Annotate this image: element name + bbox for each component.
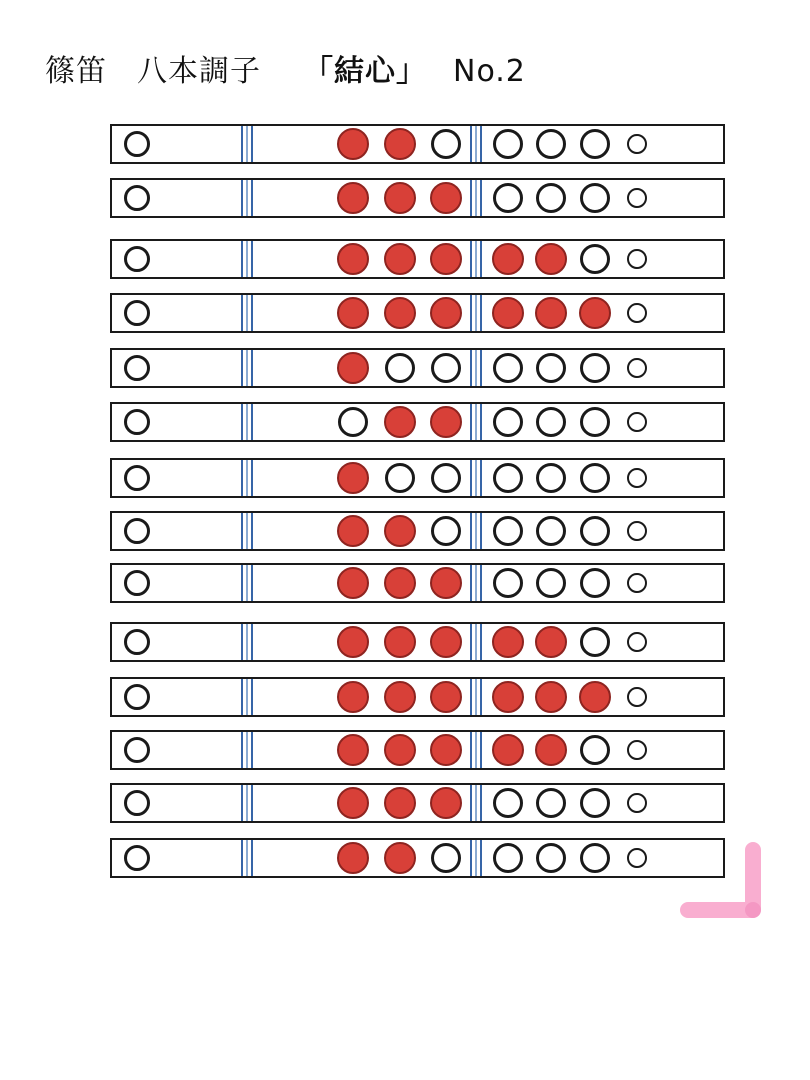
binding-line [241, 350, 243, 386]
finger-hole-open [580, 183, 610, 213]
binding-line [251, 785, 253, 821]
binding-line [251, 241, 253, 277]
binding-line [251, 350, 253, 386]
finger-hole-closed [579, 297, 611, 329]
small-hole-open [627, 521, 647, 541]
finger-hole-closed [492, 297, 524, 329]
finger-hole-open [580, 735, 610, 765]
finger-hole-open [580, 129, 610, 159]
finger-hole-open [493, 516, 523, 546]
finger-hole-closed [384, 626, 416, 658]
binding-line [246, 180, 248, 216]
finger-hole-closed [384, 515, 416, 547]
small-hole-open [627, 687, 647, 707]
finger-hole-closed [337, 681, 369, 713]
finger-hole-closed [337, 128, 369, 160]
binding-line [246, 513, 248, 549]
binding-line [470, 785, 472, 821]
finger-hole-closed [430, 243, 462, 275]
finger-hole-open [580, 568, 610, 598]
finger-hole-closed [384, 681, 416, 713]
utaguchi-hole [124, 131, 150, 157]
flute-row [110, 563, 725, 603]
finger-hole-open [493, 788, 523, 818]
finger-hole-closed [430, 681, 462, 713]
binding-line [246, 624, 248, 660]
finger-hole-closed [535, 297, 567, 329]
finger-hole-open [385, 353, 415, 383]
flute-row [110, 838, 725, 878]
binding-line [480, 295, 482, 331]
finger-hole-open [431, 353, 461, 383]
utaguchi-hole [124, 185, 150, 211]
finger-hole-open [338, 407, 368, 437]
small-hole-open [627, 740, 647, 760]
pink-corner-stroke [688, 850, 753, 910]
binding-line [246, 126, 248, 162]
finger-hole-closed [430, 626, 462, 658]
finger-hole-open [493, 843, 523, 873]
flute-row [110, 783, 725, 823]
binding-line [251, 513, 253, 549]
flute-row [110, 677, 725, 717]
binding-line [241, 404, 243, 440]
binding-line [251, 679, 253, 715]
utaguchi-hole [124, 629, 150, 655]
finger-hole-closed [430, 567, 462, 599]
finger-hole-open [580, 353, 610, 383]
binding-line [241, 565, 243, 601]
utaguchi-hole [124, 570, 150, 596]
utaguchi-hole [124, 355, 150, 381]
binding-line [246, 295, 248, 331]
finger-hole-closed [430, 734, 462, 766]
binding-line [246, 241, 248, 277]
finger-hole-open [580, 627, 610, 657]
finger-hole-closed [579, 681, 611, 713]
binding-line [470, 295, 472, 331]
finger-hole-open [493, 568, 523, 598]
finger-hole-open [536, 843, 566, 873]
finger-hole-open [431, 843, 461, 873]
finger-hole-closed [337, 842, 369, 874]
binding-line [470, 180, 472, 216]
binding-line [470, 513, 472, 549]
binding-line [480, 350, 482, 386]
finger-hole-open [493, 183, 523, 213]
binding-line [246, 679, 248, 715]
flute-row [110, 402, 725, 442]
finger-hole-open [536, 568, 566, 598]
finger-hole-closed [492, 243, 524, 275]
pink-corner-mark [672, 830, 772, 930]
binding-line [246, 732, 248, 768]
small-hole-open [627, 793, 647, 813]
finger-hole-open [431, 516, 461, 546]
binding-line [480, 180, 482, 216]
flute-row [110, 124, 725, 164]
binding-line [251, 126, 253, 162]
binding-line [241, 241, 243, 277]
binding-line [475, 624, 477, 660]
binding-line [480, 460, 482, 496]
finger-hole-open [536, 129, 566, 159]
small-hole-open [627, 358, 647, 378]
finger-hole-open [580, 843, 610, 873]
binding-line [470, 126, 472, 162]
flute-row [110, 730, 725, 770]
flute-row [110, 348, 725, 388]
finger-hole-open [580, 407, 610, 437]
binding-line [480, 126, 482, 162]
finger-hole-closed [384, 787, 416, 819]
finger-hole-open [493, 129, 523, 159]
finger-hole-closed [430, 182, 462, 214]
binding-line [475, 404, 477, 440]
finger-hole-closed [337, 515, 369, 547]
small-hole-open [627, 632, 647, 652]
title-instrument: 篠笛 [45, 54, 107, 89]
binding-line [251, 295, 253, 331]
small-hole-open [627, 468, 647, 488]
flute-row [110, 511, 725, 551]
binding-line [475, 295, 477, 331]
binding-line [246, 350, 248, 386]
binding-line [480, 241, 482, 277]
finger-hole-open [536, 353, 566, 383]
finger-hole-closed [535, 734, 567, 766]
flute-row [110, 458, 725, 498]
finger-hole-open [385, 463, 415, 493]
binding-line [246, 785, 248, 821]
finger-hole-open [580, 516, 610, 546]
binding-line [475, 679, 477, 715]
small-hole-open [627, 188, 647, 208]
finger-hole-closed [337, 787, 369, 819]
finger-hole-closed [337, 462, 369, 494]
binding-line [470, 350, 472, 386]
utaguchi-hole [124, 684, 150, 710]
binding-line [241, 785, 243, 821]
utaguchi-hole [124, 737, 150, 763]
small-hole-open [627, 303, 647, 323]
finger-hole-closed [384, 734, 416, 766]
utaguchi-hole [124, 246, 150, 272]
binding-line [470, 732, 472, 768]
binding-line [251, 404, 253, 440]
finger-hole-closed [492, 626, 524, 658]
finger-hole-open [536, 516, 566, 546]
page-title [45, 46, 526, 90]
binding-line [246, 404, 248, 440]
flute-row [110, 239, 725, 279]
finger-hole-closed [337, 182, 369, 214]
utaguchi-hole [124, 845, 150, 871]
binding-line [475, 785, 477, 821]
finger-hole-closed [384, 842, 416, 874]
small-hole-open [627, 249, 647, 269]
binding-line [475, 565, 477, 601]
binding-line [251, 840, 253, 876]
finger-hole-open [580, 463, 610, 493]
binding-line [470, 679, 472, 715]
binding-line [475, 460, 477, 496]
title-number: No.2 [453, 54, 526, 89]
finger-hole-closed [492, 734, 524, 766]
finger-hole-open [493, 463, 523, 493]
finger-hole-open [536, 407, 566, 437]
binding-line [246, 460, 248, 496]
utaguchi-hole [124, 409, 150, 435]
binding-line [470, 460, 472, 496]
binding-line [241, 679, 243, 715]
binding-line [470, 241, 472, 277]
finger-hole-open [431, 129, 461, 159]
finger-hole-open [536, 183, 566, 213]
finger-hole-closed [384, 567, 416, 599]
title-key: 八本調子 [137, 54, 261, 89]
small-hole-open [627, 848, 647, 868]
small-hole-open [627, 412, 647, 432]
pink-corner-joint [745, 902, 761, 918]
binding-line [251, 565, 253, 601]
binding-line [475, 732, 477, 768]
binding-line [241, 180, 243, 216]
binding-line [241, 460, 243, 496]
binding-line [251, 180, 253, 216]
utaguchi-hole [124, 300, 150, 326]
finger-hole-closed [337, 567, 369, 599]
finger-hole-closed [430, 406, 462, 438]
binding-line [251, 732, 253, 768]
binding-line [480, 732, 482, 768]
binding-line [241, 732, 243, 768]
binding-line [251, 624, 253, 660]
binding-line [475, 126, 477, 162]
binding-line [480, 624, 482, 660]
utaguchi-hole [124, 465, 150, 491]
binding-line [241, 624, 243, 660]
binding-line [470, 840, 472, 876]
finger-hole-closed [535, 681, 567, 713]
binding-line [480, 404, 482, 440]
finger-hole-closed [384, 406, 416, 438]
binding-line [475, 513, 477, 549]
title-piece: 「結心」 [303, 54, 427, 89]
small-hole-open [627, 573, 647, 593]
finger-hole-closed [430, 297, 462, 329]
binding-line [475, 840, 477, 876]
binding-line [246, 565, 248, 601]
flute-row [110, 293, 725, 333]
finger-hole-open [493, 353, 523, 383]
binding-line [475, 350, 477, 386]
small-hole-open [627, 134, 647, 154]
finger-hole-closed [384, 243, 416, 275]
finger-hole-closed [384, 128, 416, 160]
flute-row [110, 178, 725, 218]
flute-row [110, 622, 725, 662]
finger-hole-open [493, 407, 523, 437]
finger-hole-closed [384, 297, 416, 329]
finger-hole-open [580, 244, 610, 274]
binding-line [241, 840, 243, 876]
utaguchi-hole [124, 518, 150, 544]
finger-hole-open [431, 463, 461, 493]
binding-line [480, 565, 482, 601]
binding-line [241, 513, 243, 549]
finger-hole-closed [492, 681, 524, 713]
finger-hole-closed [337, 243, 369, 275]
binding-line [246, 840, 248, 876]
finger-hole-closed [535, 243, 567, 275]
binding-line [480, 679, 482, 715]
binding-line [241, 126, 243, 162]
binding-line [480, 513, 482, 549]
binding-line [470, 565, 472, 601]
binding-line [241, 295, 243, 331]
binding-line [470, 404, 472, 440]
binding-line [475, 180, 477, 216]
finger-hole-open [536, 463, 566, 493]
finger-hole-closed [535, 626, 567, 658]
finger-hole-open [580, 788, 610, 818]
finger-hole-open [536, 788, 566, 818]
binding-line [470, 624, 472, 660]
finger-hole-closed [337, 352, 369, 384]
binding-line [480, 785, 482, 821]
binding-line [251, 460, 253, 496]
binding-line [475, 241, 477, 277]
finger-hole-closed [384, 182, 416, 214]
finger-hole-closed [337, 734, 369, 766]
binding-line [480, 840, 482, 876]
finger-hole-closed [337, 626, 369, 658]
finger-hole-closed [430, 787, 462, 819]
finger-hole-closed [337, 297, 369, 329]
utaguchi-hole [124, 790, 150, 816]
